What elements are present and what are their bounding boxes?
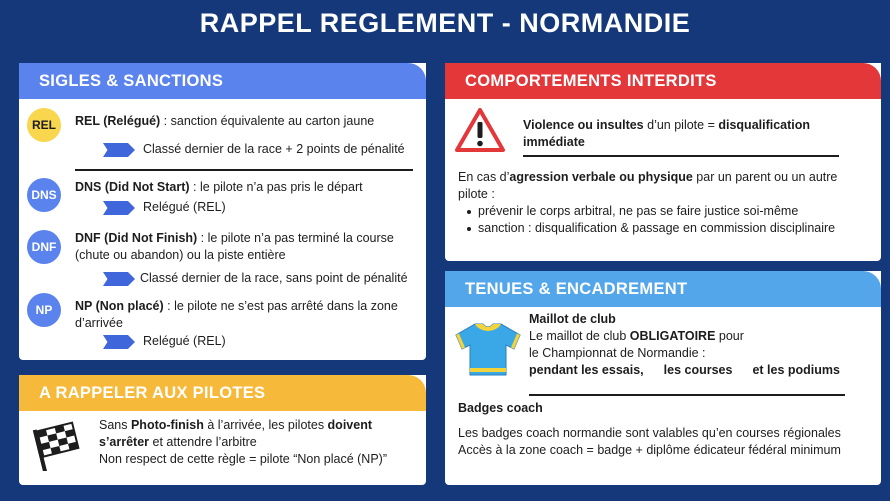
violence-bold: Violence ou insultes <box>523 118 644 132</box>
maillot-text: le Championnat de Normandie : <box>529 346 706 360</box>
agression-bullets <box>464 203 873 237</box>
maillot-bold: pendant les essais, <box>529 363 644 377</box>
agression-text: par un parent ou un autre <box>692 170 838 184</box>
violence-rule <box>523 117 873 151</box>
maillot-bold: les courses <box>663 363 733 377</box>
rappel-text-part: Sans <box>99 418 131 432</box>
agression-text: En cas d’ <box>458 170 510 184</box>
list-item: sanction : disqualification & passage en commission disciplinaire <box>464 220 873 237</box>
np-desc-line2: d’arrivée <box>75 316 123 330</box>
rappel-text <box>99 417 419 468</box>
np-badge: NP <box>27 293 61 327</box>
agression-text: pilote : <box>458 187 495 201</box>
np-desc: : le pilote ne s’est pas arrêté dans la zone <box>163 299 398 313</box>
rel-note: Classé dernier de la race + 2 points de pénalité <box>143 142 405 156</box>
rel-term: REL (Relégué) <box>75 114 161 128</box>
agression-bold: agression verbale ou physique <box>509 170 693 184</box>
dns-definition <box>75 179 420 196</box>
divider <box>523 155 839 157</box>
maillot-section <box>529 311 874 379</box>
rappel-card <box>19 375 426 485</box>
np-definition <box>75 298 420 332</box>
rappel-text-bold: doivent <box>327 418 372 432</box>
violence-text: d’un pilote = <box>643 118 719 132</box>
maillot-bold: OBLIGATOIRE <box>629 329 716 343</box>
sigles-card <box>19 63 426 360</box>
warning-icon <box>454 107 506 153</box>
comportements-header: COMPORTEMENTS INTERDITS <box>445 63 881 99</box>
rappel-text-part: et attendre l’arbitre <box>149 435 257 449</box>
np-arrow-icon <box>103 335 135 349</box>
badges-line: Accès à la zone coach = badge + diplôme édicateur fédéral minimum <box>458 443 841 457</box>
agression-rule <box>458 169 873 237</box>
rappel-header: A RAPPELER AUX PILOTES <box>19 375 426 411</box>
divider <box>75 169 413 171</box>
rappel-text-bold: Photo-finish <box>130 418 204 432</box>
dnf-desc: : le pilote n’a pas terminé la course <box>197 231 394 245</box>
badges-line: Les badges coach normandie sont valables qu’en courses régionales <box>458 426 841 440</box>
np-note: Relégué (REL) <box>143 334 226 348</box>
tenues-header: TENUES & ENCADREMENT <box>445 271 881 307</box>
dnf-note: Classé dernier de la race, sans point de pénalité <box>140 271 408 285</box>
np-term: NP (Non placé) <box>75 299 164 313</box>
rel-definition <box>75 113 420 130</box>
comportements-card <box>445 63 881 261</box>
dnf-term: DNF (Did Not Finish) <box>75 231 198 245</box>
dns-term: DNS (Did Not Start) <box>75 180 190 194</box>
maillot-text: Le maillot de club <box>529 329 630 343</box>
jersey-icon <box>453 321 523 377</box>
rel-desc: : sanction équivalente au carton jaune <box>160 114 375 128</box>
rappel-text-part: à l’arrivée, les pilotes <box>203 418 328 432</box>
list-item: prévenir le corps arbitral, ne pas se faire justice soi-même <box>464 203 873 220</box>
rel-arrow-icon <box>103 143 135 157</box>
dnf-desc-line2: (chute ou abandon) ou la piste entière <box>75 248 286 262</box>
dnf-badge: DNF <box>27 230 61 264</box>
dns-desc: : le pilote n’a pas pris le départ <box>189 180 363 194</box>
rel-badge: REL <box>27 108 61 142</box>
rappel-text-part: Non respect de cette règle = pilote “Non placé (NP)” <box>99 452 387 466</box>
maillot-text: pour <box>715 329 744 343</box>
dns-note: Relégué (REL) <box>143 200 226 214</box>
dnf-definition <box>75 230 420 264</box>
page-title: RAPPEL REGLEMENT - NORMANDIE <box>199 8 691 38</box>
dnf-arrow-icon <box>103 272 135 286</box>
tenues-card <box>445 271 881 485</box>
maillot-title: Maillot de club <box>529 312 616 326</box>
violence-bold: disqualification <box>718 118 811 132</box>
badges-title <box>458 400 878 417</box>
dns-badge: DNS <box>27 178 61 212</box>
badges-title-text: Badges coach <box>458 401 543 415</box>
divider <box>529 394 845 396</box>
checkered-flag-icon <box>29 419 85 471</box>
sigles-header: SIGLES & SANCTIONS <box>19 63 426 99</box>
maillot-bold: et les podiums <box>752 363 840 377</box>
violence-bold: immédiate <box>523 135 585 149</box>
rappel-text-bold: s’arrêter <box>99 435 150 449</box>
dns-arrow-icon <box>103 201 135 215</box>
badges-text <box>458 425 878 459</box>
